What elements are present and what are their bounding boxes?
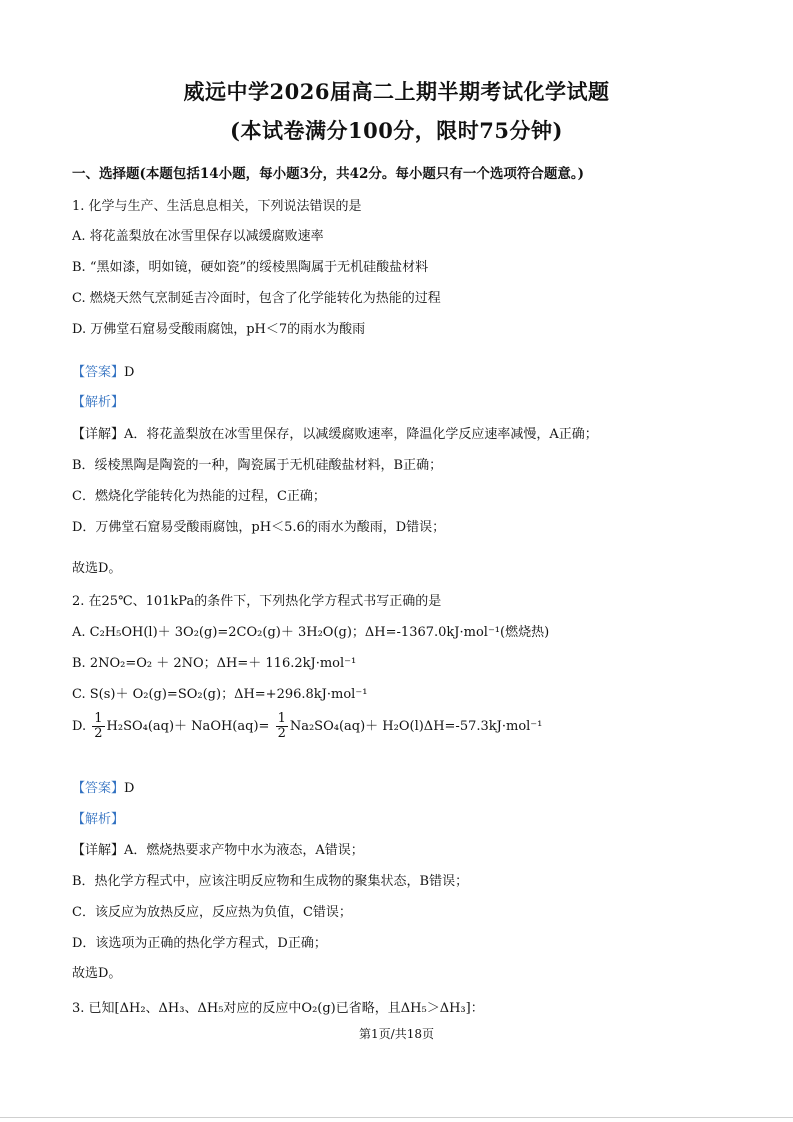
q1-option-b: B. “黑如漆，明如镜，硬如瓷”的绥棱黑陶属于无机硅酸盐材料 [72,260,429,275]
detail-label: 【详解】 [72,427,125,442]
q1-option-d: D. 万佛堂石窟易受酸雨腐蚀，pH＜7的雨水为酸雨 [72,322,366,337]
q1-stem: 1. 化学与生产、生活息息相关，下列说法错误的是 [72,199,362,214]
q1-explanation-b: B．绥棱黑陶是陶瓷的一种，陶瓷属于无机硅酸盐材料，B正确； [72,458,443,473]
q2-option-d: D. $\frac{1}{2}$ H₂SO₄(aq)＋ NaOH(aq)= $\frac{1}{2}$ Na₂SO₄(aq)＋ H₂O(l)ΔH=-57.3kJ·mol⁻¹ [72,711,543,741]
answer-value: D [124,781,135,796]
answer-label: 【答案】 [72,781,125,796]
q2-option-a: A. C₂H₅OH(l)＋ 3O₂(g)=2CO₂(g)＋ 3H₂O(g)；ΔH=-1367.0kJ·mol⁻¹(燃烧热) [72,625,550,640]
fraction-half: $\frac{1}{2}$ [94,711,103,741]
page-subtitle: (本试卷满分100分，限时75分钟) [230,118,563,143]
q2-explanation-b: B．热化学方程式中，应该注明反应物和生成物的聚集状态，B错误； [72,874,469,889]
fraction-half: $\frac{1}{2}$ [277,711,286,741]
q2-explanation-a: 【详解】A．燃烧热要求产物中水为液态，A错误； [72,843,364,858]
q2-option-b: B. 2NO₂=O₂ ＋ 2NO；ΔH=＋ 116.2kJ·mol⁻¹ [72,656,357,671]
q2-explanation-d: D．该选项为正确的热化学方程式，D正确； [72,936,327,951]
q2-option-c: C. S(s)＋ O₂(g)=SO₂(g)；ΔH=+296.8kJ·mol⁻¹ [72,687,368,702]
page-title: 威远中学2026届高二上期半期考试化学试题 [183,79,610,104]
q3-stem: 3. 已知[ΔH₂、ΔH₃、ΔH₅对应的反应中O₂(g)已省略，且ΔH₅＞ΔH₃]： [72,1001,484,1016]
bottom-divider [0,1117,793,1118]
page-number: 第1页/共18页 [359,1027,434,1041]
answer-value: D [124,365,135,380]
q1-explanation-d: D．万佛堂石窟易受酸雨腐蚀，pH＜5.6的雨水为酸雨，D错误； [72,520,446,535]
section-heading: 一、选择题(本题包括14小题，每小题3分，共42分。每小题只有一个选项符合题意。) [72,166,584,182]
q1-explanation-a: 【详解】A．将花盖梨放在冰雪里保存，以减缓腐败速率，降温化学反应速率减慢，A正确； [72,427,598,442]
q1-answer [72,361,134,380]
detail-label: 【详解】 [72,843,125,858]
q1-conclusion: 故选D。 [72,561,122,576]
q1-analysis-label: 【解析】 [72,395,125,410]
q1-explanation-c: C．燃烧化学能转化为热能的过程，C正确； [72,489,326,504]
q2-conclusion: 故选D。 [72,966,122,981]
q2-answer [72,777,134,796]
q2-explanation-c: C．该反应为放热反应，反应热为负值，C错误； [72,905,352,920]
q2-analysis-label: 【解析】 [72,812,125,827]
q2-stem: 2. 在25℃、101kPa的条件下，下列热化学方程式书写正确的是 [72,594,442,609]
q1-option-c: C. 燃烧天然气烹制延吉冷面时，包含了化学能转化为热能的过程 [72,291,441,306]
q1-option-a: A. 将花盖梨放在冰雪里保存以减缓腐败速率 [72,229,324,244]
answer-label: 【答案】 [72,365,125,380]
